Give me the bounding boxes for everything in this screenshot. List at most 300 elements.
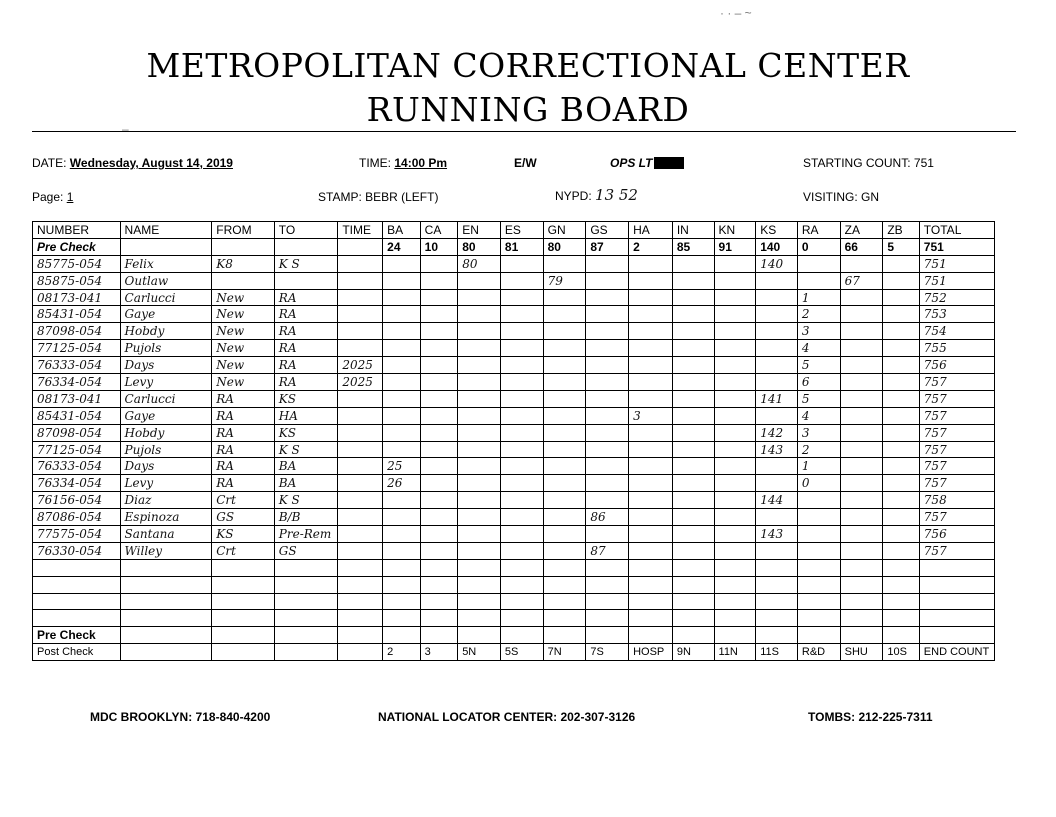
unit-cell: [420, 526, 458, 543]
unit-cell: [883, 357, 919, 374]
unit-cell: [420, 475, 458, 492]
table-row: [33, 458, 995, 475]
entry-total: 752: [919, 289, 994, 306]
unit-cell: [672, 289, 714, 306]
unit-cell: [543, 340, 586, 357]
unit-cell: 2: [797, 441, 840, 458]
unit-cell: [840, 509, 883, 526]
entry-number: 76334-054: [33, 374, 121, 391]
entry-name: Felix: [120, 255, 212, 272]
table-row: [33, 340, 995, 357]
empty-cell: [212, 610, 275, 627]
column-header: GN: [543, 222, 586, 239]
pre-check-cell: 751: [919, 238, 994, 255]
title-block: [0, 44, 1056, 132]
stamp-value: BEBR (LEFT): [365, 190, 439, 204]
entry-name: Carlucci: [120, 390, 212, 407]
stamp-label: STAMP:: [318, 190, 362, 204]
unit-cell: [883, 458, 919, 475]
unit-cell: [672, 526, 714, 543]
unit-cell: [383, 526, 421, 543]
entry-total: 757: [919, 407, 994, 424]
date-label: DATE:: [32, 156, 67, 170]
column-header: KN: [714, 222, 756, 239]
unit-cell: [714, 509, 756, 526]
unit-cell: [383, 323, 421, 340]
entry-total: 757: [919, 509, 994, 526]
unit-cell: 26: [383, 475, 421, 492]
unit-cell: [629, 272, 673, 289]
unit-cell: [629, 509, 673, 526]
entry-number: 77575-054: [33, 526, 121, 543]
entry-from: RA: [212, 458, 275, 475]
table-row: [33, 424, 995, 441]
column-header-row: [33, 222, 995, 239]
empty-cell: [883, 610, 919, 627]
empty-cell: [714, 559, 756, 576]
unit-cell: [458, 390, 501, 407]
entry-to: HA: [274, 407, 338, 424]
entry-total: 757: [919, 458, 994, 475]
pre-check-cell: [338, 238, 383, 255]
column-header: TIME: [338, 222, 383, 239]
entry-to: RA: [274, 289, 338, 306]
unit-cell: [586, 475, 629, 492]
post-check-label: Post Check: [33, 644, 121, 661]
post-check-cell: HOSP: [629, 644, 673, 661]
empty-cell: [797, 593, 840, 610]
unit-cell: 5: [797, 357, 840, 374]
unit-cell: [383, 374, 421, 391]
unit-cell: [840, 407, 883, 424]
footer-pre-check-row: [33, 627, 995, 644]
empty-cell: [586, 610, 629, 627]
time-label: TIME:: [359, 156, 391, 170]
empty-row: [33, 576, 995, 593]
unit-cell: [500, 475, 543, 492]
empty-cell: [714, 627, 756, 644]
entry-total: 757: [919, 542, 994, 559]
scan-mark: ‒: [122, 122, 129, 136]
entry-to: Pre-Rem: [274, 526, 338, 543]
header-rule: [32, 131, 1016, 132]
empty-cell: [420, 559, 458, 576]
unit-cell: [383, 441, 421, 458]
unit-cell: [672, 542, 714, 559]
time-value: 14:00 Pm: [394, 156, 448, 170]
empty-cell: [500, 576, 543, 593]
unit-cell: [420, 357, 458, 374]
unit-cell: [840, 424, 883, 441]
document-subtitle: RUNNING BOARD: [366, 90, 690, 129]
pre-check-cell: 87: [586, 238, 629, 255]
entry-from: New: [212, 289, 275, 306]
unit-cell: [458, 526, 501, 543]
unit-cell: [543, 289, 586, 306]
empty-cell: [338, 593, 383, 610]
unit-cell: [883, 509, 919, 526]
mdc-brooklyn-phone: MDC BROOKLYN: 718-840-4200: [90, 710, 271, 724]
post-check-cell: 5N: [458, 644, 501, 661]
table-row: [33, 323, 995, 340]
entry-time: [338, 323, 383, 340]
unit-cell: [714, 475, 756, 492]
entry-time: [338, 306, 383, 323]
empty-cell: [714, 610, 756, 627]
unit-cell: [586, 407, 629, 424]
table-row: [33, 509, 995, 526]
unit-cell: [883, 289, 919, 306]
unit-cell: [629, 306, 673, 323]
pre-check-cell: 66: [840, 238, 883, 255]
unit-cell: [420, 374, 458, 391]
empty-cell: [500, 627, 543, 644]
entry-to: K S: [274, 441, 338, 458]
unit-cell: [420, 272, 458, 289]
column-header: GS: [586, 222, 629, 239]
entry-total: 758: [919, 492, 994, 509]
unit-cell: 144: [756, 492, 798, 509]
unit-cell: [586, 390, 629, 407]
document-title: METROPOLITAN CORRECTIONAL CENTER: [146, 46, 910, 85]
entry-total: 754: [919, 323, 994, 340]
empty-cell: [420, 593, 458, 610]
unit-cell: [714, 272, 756, 289]
empty-cell: [883, 576, 919, 593]
unit-cell: [500, 255, 543, 272]
entry-number: 08173-041: [33, 289, 121, 306]
entry-time: [338, 458, 383, 475]
unit-cell: 3: [797, 424, 840, 441]
unit-cell: [543, 458, 586, 475]
unit-cell: 140: [756, 255, 798, 272]
unit-cell: [672, 441, 714, 458]
empty-cell: [120, 610, 212, 627]
unit-cell: [543, 374, 586, 391]
unit-cell: [840, 526, 883, 543]
visiting-field: [803, 190, 879, 204]
entry-name: Hobdy: [120, 424, 212, 441]
post-check-cell: 11S: [756, 644, 798, 661]
unit-cell: [797, 526, 840, 543]
table-row: [33, 374, 995, 391]
unit-cell: 6: [797, 374, 840, 391]
entry-name: Levy: [120, 374, 212, 391]
post-check-cell: 3: [420, 644, 458, 661]
post-check-cell: 7N: [543, 644, 586, 661]
empty-row: [33, 593, 995, 610]
pre-check-cell: [212, 238, 275, 255]
unit-cell: [586, 306, 629, 323]
empty-cell: [420, 610, 458, 627]
unit-cell: [500, 509, 543, 526]
post-check-cell: 11N: [714, 644, 756, 661]
unit-cell: [543, 323, 586, 340]
unit-cell: [840, 357, 883, 374]
entry-to: RA: [274, 374, 338, 391]
unit-cell: [840, 323, 883, 340]
entry-name: Outlaw: [120, 272, 212, 289]
unit-cell: [458, 289, 501, 306]
entry-name: Santana: [120, 526, 212, 543]
empty-cell: [420, 576, 458, 593]
starting-count-label: STARTING COUNT:: [803, 156, 911, 170]
unit-cell: [420, 323, 458, 340]
empty-cell: [714, 576, 756, 593]
empty-cell: [629, 576, 673, 593]
empty-cell: [586, 559, 629, 576]
unit-cell: [672, 390, 714, 407]
unit-cell: [458, 323, 501, 340]
unit-cell: [500, 458, 543, 475]
unit-cell: [883, 255, 919, 272]
post-check-cell: R&D: [797, 644, 840, 661]
unit-cell: [420, 306, 458, 323]
empty-cell: [500, 610, 543, 627]
empty-cell: [120, 559, 212, 576]
entry-name: Levy: [120, 475, 212, 492]
unit-cell: [458, 374, 501, 391]
unit-cell: [840, 475, 883, 492]
table-row: [33, 357, 995, 374]
post-check-cell: SHU: [840, 644, 883, 661]
unit-cell: [420, 424, 458, 441]
post-check-cell: 5S: [500, 644, 543, 661]
table-row: [33, 475, 995, 492]
entry-time: [338, 255, 383, 272]
pre-check-cell: 10: [420, 238, 458, 255]
unit-cell: [586, 340, 629, 357]
unit-cell: 0: [797, 475, 840, 492]
empty-cell: [797, 610, 840, 627]
unit-cell: [420, 255, 458, 272]
unit-cell: [672, 424, 714, 441]
redaction-box: [654, 157, 684, 169]
ops-lt-label: OPS LT: [610, 156, 653, 170]
entry-number: 76334-054: [33, 475, 121, 492]
post-check-cell: END COUNT: [919, 644, 994, 661]
empty-cell: [212, 559, 275, 576]
empty-cell: [458, 559, 501, 576]
entry-number: 76156-054: [33, 492, 121, 509]
unit-cell: 25: [383, 458, 421, 475]
empty-cell: [672, 593, 714, 610]
entry-number: 85775-054: [33, 255, 121, 272]
unit-cell: [629, 441, 673, 458]
empty-cell: [383, 627, 421, 644]
unit-cell: 143: [756, 526, 798, 543]
empty-cell: [338, 610, 383, 627]
entry-number: 76330-054: [33, 542, 121, 559]
unit-cell: [383, 340, 421, 357]
pre-check-cell: 81: [500, 238, 543, 255]
unit-cell: [629, 492, 673, 509]
empty-cell: [840, 559, 883, 576]
table-row: [33, 306, 995, 323]
unit-cell: 4: [797, 407, 840, 424]
unit-cell: [500, 424, 543, 441]
unit-cell: [629, 357, 673, 374]
table-row: [33, 390, 995, 407]
unit-cell: [586, 441, 629, 458]
unit-cell: [500, 289, 543, 306]
pre-check-cell: 2: [629, 238, 673, 255]
unit-cell: [543, 542, 586, 559]
unit-cell: [756, 458, 798, 475]
empty-cell: [629, 627, 673, 644]
unit-cell: [458, 542, 501, 559]
empty-cell: [458, 576, 501, 593]
unit-cell: [714, 340, 756, 357]
unit-cell: 87: [586, 542, 629, 559]
unit-cell: [383, 509, 421, 526]
empty-row: [33, 610, 995, 627]
unit-cell: [383, 255, 421, 272]
unit-cell: [840, 340, 883, 357]
entry-name: Days: [120, 357, 212, 374]
entry-time: [338, 441, 383, 458]
entry-name: Carlucci: [120, 289, 212, 306]
empty-cell: [274, 627, 338, 644]
pre-check-cell: [274, 238, 338, 255]
tombs-phone: TOMBS: 212-225-7311: [808, 710, 933, 724]
pre-check-cell: [120, 238, 212, 255]
starting-count-value: 751: [913, 156, 934, 170]
entry-time: [338, 407, 383, 424]
unit-cell: [543, 441, 586, 458]
empty-row: [33, 559, 995, 576]
entry-name: Espinoza: [120, 509, 212, 526]
unit-cell: [383, 424, 421, 441]
visiting-label: VISITING:: [803, 190, 858, 204]
entry-time: [338, 475, 383, 492]
unit-cell: [586, 357, 629, 374]
entry-from: RA: [212, 441, 275, 458]
unit-cell: [714, 374, 756, 391]
unit-cell: [756, 289, 798, 306]
unit-cell: [383, 272, 421, 289]
unit-cell: [543, 357, 586, 374]
pre-check-cell: 80: [543, 238, 586, 255]
column-header: BA: [383, 222, 421, 239]
unit-cell: [420, 407, 458, 424]
entry-to: RA: [274, 306, 338, 323]
unit-cell: [672, 255, 714, 272]
table-row: [33, 272, 995, 289]
unit-cell: [629, 289, 673, 306]
unit-cell: [840, 390, 883, 407]
unit-cell: [756, 306, 798, 323]
empty-cell: [756, 610, 798, 627]
unit-cell: [586, 272, 629, 289]
empty-cell: [756, 627, 798, 644]
unit-cell: [714, 306, 756, 323]
entry-name: Willey: [120, 542, 212, 559]
running-board-table: [32, 221, 995, 661]
empty-cell: [33, 576, 121, 593]
entry-from: New: [212, 306, 275, 323]
column-header: IN: [672, 222, 714, 239]
pre-check-cell: 0: [797, 238, 840, 255]
empty-cell: [274, 610, 338, 627]
unit-cell: [840, 289, 883, 306]
entry-total: 751: [919, 255, 994, 272]
unit-cell: [797, 492, 840, 509]
unit-cell: [840, 492, 883, 509]
empty-cell: [756, 559, 798, 576]
empty-cell: [919, 559, 994, 576]
empty-cell: [919, 627, 994, 644]
empty-cell: [840, 576, 883, 593]
unit-cell: [883, 526, 919, 543]
empty-cell: [458, 593, 501, 610]
starting-count-field: [803, 156, 934, 170]
post-check-cell: [212, 644, 275, 661]
entry-from: Crt: [212, 492, 275, 509]
unit-cell: 3: [797, 323, 840, 340]
empty-cell: [383, 610, 421, 627]
unit-cell: [629, 542, 673, 559]
empty-cell: [919, 610, 994, 627]
date-value: Wednesday, August 14, 2019: [69, 156, 233, 170]
empty-cell: [543, 627, 586, 644]
unit-cell: [883, 475, 919, 492]
stamp-field: [318, 190, 438, 204]
post-check-cell: 7S: [586, 644, 629, 661]
empty-cell: [212, 576, 275, 593]
unit-cell: [543, 492, 586, 509]
empty-cell: [500, 593, 543, 610]
entry-number: 85875-054: [33, 272, 121, 289]
unit-cell: [629, 526, 673, 543]
unit-cell: [420, 390, 458, 407]
empty-cell: [629, 610, 673, 627]
unit-cell: [883, 340, 919, 357]
empty-cell: [212, 593, 275, 610]
unit-cell: [500, 526, 543, 543]
empty-cell: [586, 627, 629, 644]
ops-lt-field: [610, 156, 684, 170]
unit-cell: [420, 509, 458, 526]
empty-cell: [543, 610, 586, 627]
nypd-value: 13 52: [595, 186, 638, 204]
unit-cell: [672, 323, 714, 340]
empty-cell: [672, 627, 714, 644]
unit-cell: [458, 340, 501, 357]
empty-cell: [797, 576, 840, 593]
unit-cell: [543, 526, 586, 543]
entry-to: BA: [274, 475, 338, 492]
entry-total: 751: [919, 272, 994, 289]
empty-cell: [458, 610, 501, 627]
unit-cell: [500, 441, 543, 458]
unit-cell: [458, 441, 501, 458]
empty-cell: [212, 627, 275, 644]
unit-cell: [714, 492, 756, 509]
empty-cell: [120, 627, 212, 644]
empty-cell: [672, 559, 714, 576]
unit-cell: [840, 441, 883, 458]
entry-total: 757: [919, 390, 994, 407]
unit-cell: [543, 509, 586, 526]
unit-cell: [797, 255, 840, 272]
footer-pre-check-label: Pre Check: [33, 627, 121, 644]
pre-check-cell: 91: [714, 238, 756, 255]
unit-cell: [458, 272, 501, 289]
table-row: [33, 542, 995, 559]
entry-time: [338, 492, 383, 509]
entry-name: Days: [120, 458, 212, 475]
